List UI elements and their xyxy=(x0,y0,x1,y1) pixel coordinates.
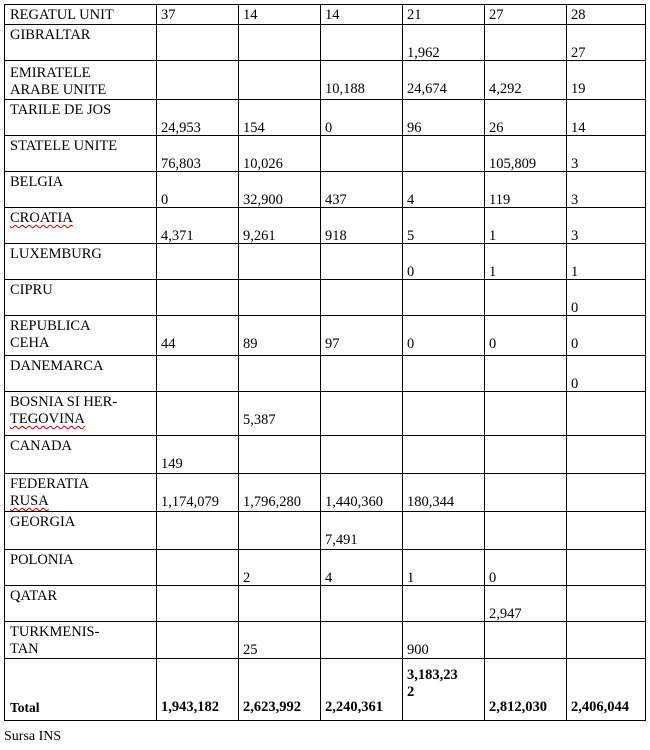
country-label-line: TAN xyxy=(10,641,39,657)
value-cell xyxy=(403,356,485,392)
country-label-line: GEORGIA xyxy=(10,514,76,530)
country-cell xyxy=(5,244,157,280)
value-cell xyxy=(157,61,239,100)
value-text: 9,261 xyxy=(243,228,276,244)
value-cell xyxy=(239,244,321,280)
country-label-line: LUXEMBURG xyxy=(10,246,102,262)
total-label: Total xyxy=(10,700,40,715)
value-cell xyxy=(321,5,403,25)
total-row xyxy=(5,659,646,721)
value-text: 4,371 xyxy=(161,228,194,244)
value-cell xyxy=(321,436,403,474)
value-text: 0 xyxy=(407,264,415,280)
value-cell xyxy=(485,550,567,586)
value-text: 14 xyxy=(243,7,258,23)
country-label-line: TARILE DE JOS xyxy=(10,102,112,118)
country-label xyxy=(10,100,156,119)
value-text: 3 xyxy=(571,156,579,172)
country-cell xyxy=(5,25,157,61)
value-text: 7,491 xyxy=(325,532,358,548)
value-cell xyxy=(567,436,646,474)
country-cell xyxy=(5,474,157,512)
value-text: 10,188 xyxy=(325,81,365,97)
value-cell xyxy=(157,136,239,172)
country-label xyxy=(10,474,156,510)
value-cell xyxy=(403,172,485,208)
country-label-line xyxy=(10,210,156,227)
value-text: 28 xyxy=(571,7,586,23)
value-cell xyxy=(321,316,403,356)
value-cell xyxy=(157,512,239,550)
value-text: 0 xyxy=(571,300,579,316)
value-cell xyxy=(485,100,567,136)
total-value-cell xyxy=(567,659,646,721)
country-label xyxy=(10,512,156,531)
value-cell xyxy=(321,244,403,280)
value-cell xyxy=(157,5,239,25)
value-cell xyxy=(485,392,567,436)
country-cell xyxy=(5,280,157,316)
total-value xyxy=(407,667,458,701)
value-cell xyxy=(567,61,646,100)
table-row xyxy=(5,586,646,622)
total-value-line: 2,406,044 xyxy=(571,699,629,715)
value-cell xyxy=(157,244,239,280)
value-cell xyxy=(567,586,646,622)
value-cell xyxy=(403,436,485,474)
value-cell xyxy=(567,550,646,586)
value-cell xyxy=(485,622,567,659)
total-value-line: 2 xyxy=(407,684,415,700)
total-value-line: 2,623,992 xyxy=(243,699,301,715)
total-label-cell xyxy=(5,659,157,721)
value-cell xyxy=(321,136,403,172)
value-text: 19 xyxy=(571,81,586,97)
value-text: 27 xyxy=(489,7,504,23)
table-row xyxy=(5,25,646,61)
value-text: 1,440,360 xyxy=(325,494,383,510)
value-text: 4,292 xyxy=(489,81,522,97)
table-row xyxy=(5,436,646,474)
value-text: 900 xyxy=(407,642,429,658)
value-text: 76,803 xyxy=(161,156,201,172)
value-cell xyxy=(157,474,239,512)
value-cell xyxy=(485,61,567,100)
value-cell xyxy=(239,622,321,659)
value-text: 0 xyxy=(571,376,579,392)
total-value xyxy=(325,699,383,716)
country-cell xyxy=(5,61,157,100)
country-label-line: TURKMENIS- xyxy=(10,624,100,640)
country-label xyxy=(10,550,156,569)
value-cell xyxy=(403,5,485,25)
value-text: 105,809 xyxy=(489,156,537,172)
value-cell xyxy=(239,172,321,208)
country-label xyxy=(10,356,156,375)
table-row xyxy=(5,244,646,280)
value-cell xyxy=(567,474,646,512)
country-cell xyxy=(5,316,157,356)
value-cell xyxy=(403,392,485,436)
value-cell xyxy=(403,61,485,100)
value-cell xyxy=(403,474,485,512)
value-cell xyxy=(567,172,646,208)
value-cell xyxy=(239,280,321,316)
value-cell xyxy=(567,25,646,61)
country-cell xyxy=(5,436,157,474)
value-cell xyxy=(485,356,567,392)
value-cell xyxy=(567,280,646,316)
value-cell xyxy=(485,136,567,172)
value-cell xyxy=(321,586,403,622)
table-row xyxy=(5,61,646,100)
table-row xyxy=(5,550,646,586)
total-value-line: 2,812,030 xyxy=(489,699,547,715)
value-text: 0 xyxy=(407,336,415,352)
country-label-line: CIPRU xyxy=(10,282,53,298)
value-cell xyxy=(485,280,567,316)
value-cell xyxy=(321,25,403,61)
value-cell xyxy=(567,392,646,436)
value-text: 0 xyxy=(571,336,579,352)
table-row xyxy=(5,316,646,356)
country-label-line xyxy=(10,411,156,428)
value-cell xyxy=(239,356,321,392)
value-cell xyxy=(403,208,485,244)
value-cell xyxy=(567,622,646,659)
value-cell xyxy=(157,622,239,659)
value-text: 0 xyxy=(325,120,333,136)
value-text: 1,796,280 xyxy=(243,494,301,510)
country-label-line: DANEMARCA xyxy=(10,358,104,374)
value-cell xyxy=(567,316,646,356)
country-cell xyxy=(5,172,157,208)
country-label xyxy=(10,25,156,44)
total-value xyxy=(571,699,629,716)
country-label-line: ARABE UNITE xyxy=(10,82,107,98)
value-text: 119 xyxy=(489,192,511,208)
value-cell xyxy=(321,100,403,136)
value-cell xyxy=(321,172,403,208)
country-label-line: POLONIA xyxy=(10,552,74,568)
total-value-line: 1,943,182 xyxy=(161,699,219,715)
value-text: 2 xyxy=(243,570,251,586)
total-value-cell xyxy=(485,659,567,721)
value-text: 14 xyxy=(325,7,340,23)
value-text: 154 xyxy=(243,120,265,136)
country-cell xyxy=(5,136,157,172)
country-label-line: CEHA xyxy=(10,335,50,351)
value-cell xyxy=(485,474,567,512)
country-cell xyxy=(5,392,157,436)
value-cell xyxy=(239,136,321,172)
value-text: 5 xyxy=(407,228,415,244)
value-text: 96 xyxy=(407,120,422,136)
total-value-cell xyxy=(321,659,403,721)
country-label xyxy=(10,392,156,428)
value-text: 89 xyxy=(243,336,258,352)
value-text: 1 xyxy=(489,264,497,280)
country-label xyxy=(10,586,156,605)
value-text: 180,344 xyxy=(407,494,455,510)
value-cell xyxy=(567,244,646,280)
value-text: 0 xyxy=(161,192,169,208)
total-value-cell xyxy=(157,659,239,721)
value-text: 1,174,079 xyxy=(161,494,219,510)
value-cell xyxy=(239,5,321,25)
value-text: 37 xyxy=(161,7,176,23)
value-text: 3 xyxy=(571,228,579,244)
value-cell xyxy=(321,280,403,316)
value-cell xyxy=(485,436,567,474)
value-cell xyxy=(403,280,485,316)
value-text: 21 xyxy=(407,7,422,23)
value-cell xyxy=(239,550,321,586)
value-text: 0 xyxy=(489,336,497,352)
value-cell xyxy=(157,550,239,586)
value-cell xyxy=(485,25,567,61)
value-cell xyxy=(239,100,321,136)
value-cell xyxy=(403,25,485,61)
country-label xyxy=(10,244,156,263)
value-text: 27 xyxy=(571,45,586,61)
table-row xyxy=(5,392,646,436)
country-label xyxy=(10,172,156,191)
value-cell xyxy=(485,586,567,622)
country-label-line: STATELE UNITE xyxy=(10,138,118,154)
value-text: 1 xyxy=(407,570,415,586)
value-text: 26 xyxy=(489,120,504,136)
country-label-line: REGATUL UNIT xyxy=(10,7,114,23)
value-cell xyxy=(157,100,239,136)
value-cell xyxy=(403,244,485,280)
value-cell xyxy=(321,622,403,659)
value-cell xyxy=(403,316,485,356)
value-cell xyxy=(567,356,646,392)
country-label-line: EMIRATELE xyxy=(10,65,91,81)
country-cell xyxy=(5,622,157,659)
table-row xyxy=(5,208,646,244)
value-text: 5,387 xyxy=(243,412,276,428)
country-label-line: FEDERATIA xyxy=(10,476,89,492)
value-text: 1 xyxy=(489,228,497,244)
value-cell xyxy=(157,316,239,356)
table-row xyxy=(5,280,646,316)
country-label xyxy=(10,61,156,99)
country-label-line: CANADA xyxy=(10,438,73,454)
value-text: 0 xyxy=(489,570,497,586)
value-cell xyxy=(239,586,321,622)
value-cell xyxy=(321,550,403,586)
value-text: 97 xyxy=(325,336,340,352)
spellcheck-underline: TEGOVINA xyxy=(10,411,85,427)
value-cell xyxy=(485,316,567,356)
value-text: 32,900 xyxy=(243,192,283,208)
total-value xyxy=(161,699,219,716)
value-text: 918 xyxy=(325,228,347,244)
total-value xyxy=(243,699,301,716)
source-note: Sursa INS xyxy=(4,729,62,744)
country-label xyxy=(10,5,156,24)
total-value-line: 3,183,23 xyxy=(407,667,458,683)
trade-table xyxy=(4,4,646,721)
value-cell xyxy=(157,356,239,392)
table-row xyxy=(5,100,646,136)
value-cell xyxy=(485,208,567,244)
value-cell xyxy=(403,622,485,659)
country-label xyxy=(10,280,156,299)
value-text: 2,947 xyxy=(489,606,522,622)
value-cell xyxy=(567,5,646,25)
country-label-line: BELGIA xyxy=(10,174,64,190)
spellcheck-underline: RUSA xyxy=(10,493,49,509)
value-cell xyxy=(157,586,239,622)
value-text: 44 xyxy=(161,336,176,352)
country-cell xyxy=(5,550,157,586)
total-value-line: 2,240,361 xyxy=(325,699,383,715)
value-cell xyxy=(321,512,403,550)
country-cell xyxy=(5,5,157,25)
table-row xyxy=(5,512,646,550)
value-text: 1 xyxy=(571,264,579,280)
country-cell xyxy=(5,356,157,392)
table-row xyxy=(5,5,646,25)
value-cell xyxy=(567,100,646,136)
value-cell xyxy=(239,474,321,512)
table-row xyxy=(5,622,646,659)
total-value-cell xyxy=(403,659,485,721)
value-cell xyxy=(157,208,239,244)
value-cell xyxy=(403,136,485,172)
country-cell xyxy=(5,586,157,622)
country-label xyxy=(10,208,156,227)
value-text: 24,674 xyxy=(407,81,447,97)
value-cell xyxy=(567,136,646,172)
country-label xyxy=(10,316,156,352)
value-cell xyxy=(321,474,403,512)
value-cell xyxy=(239,61,321,100)
value-cell xyxy=(485,172,567,208)
country-label-line: GIBRALTAR xyxy=(10,27,91,43)
value-cell xyxy=(239,316,321,356)
total-value-cell xyxy=(239,659,321,721)
table-row xyxy=(5,172,646,208)
country-cell xyxy=(5,208,157,244)
value-cell xyxy=(485,5,567,25)
total-value xyxy=(489,699,547,716)
value-text: 437 xyxy=(325,192,347,208)
value-cell xyxy=(239,436,321,474)
value-cell xyxy=(321,392,403,436)
value-cell xyxy=(403,100,485,136)
value-text: 14 xyxy=(571,120,586,136)
value-cell xyxy=(403,586,485,622)
value-cell xyxy=(485,244,567,280)
table-row xyxy=(5,136,646,172)
value-cell xyxy=(239,392,321,436)
value-text: 4 xyxy=(407,192,415,208)
value-cell xyxy=(157,436,239,474)
country-label-line: BOSNIA SI HER- xyxy=(10,394,118,410)
value-cell xyxy=(321,356,403,392)
country-label xyxy=(10,436,156,455)
value-cell xyxy=(403,550,485,586)
value-cell xyxy=(403,512,485,550)
value-cell xyxy=(239,208,321,244)
value-cell xyxy=(239,25,321,61)
spellcheck-underline: CROATIA xyxy=(10,210,73,226)
value-cell xyxy=(567,208,646,244)
country-label xyxy=(10,622,156,658)
country-label xyxy=(10,136,156,155)
value-text: 3 xyxy=(571,192,579,208)
country-label-line: QATAR xyxy=(10,588,58,604)
value-cell xyxy=(239,512,321,550)
value-text: 25 xyxy=(243,642,258,658)
value-cell xyxy=(157,280,239,316)
country-cell xyxy=(5,512,157,550)
country-label-line xyxy=(10,493,156,510)
value-text: 24,953 xyxy=(161,120,201,136)
value-cell xyxy=(157,172,239,208)
value-cell xyxy=(567,512,646,550)
value-cell xyxy=(485,512,567,550)
value-cell xyxy=(321,61,403,100)
value-text: 149 xyxy=(161,456,183,472)
value-cell xyxy=(321,208,403,244)
value-cell xyxy=(157,25,239,61)
value-text: 1,962 xyxy=(407,45,440,61)
country-label-line: REPUBLICA xyxy=(10,318,91,334)
table-row xyxy=(5,356,646,392)
country-cell xyxy=(5,100,157,136)
value-text: 4 xyxy=(325,570,333,586)
table-row xyxy=(5,474,646,512)
value-cell xyxy=(157,392,239,436)
value-text: 10,026 xyxy=(243,156,283,172)
